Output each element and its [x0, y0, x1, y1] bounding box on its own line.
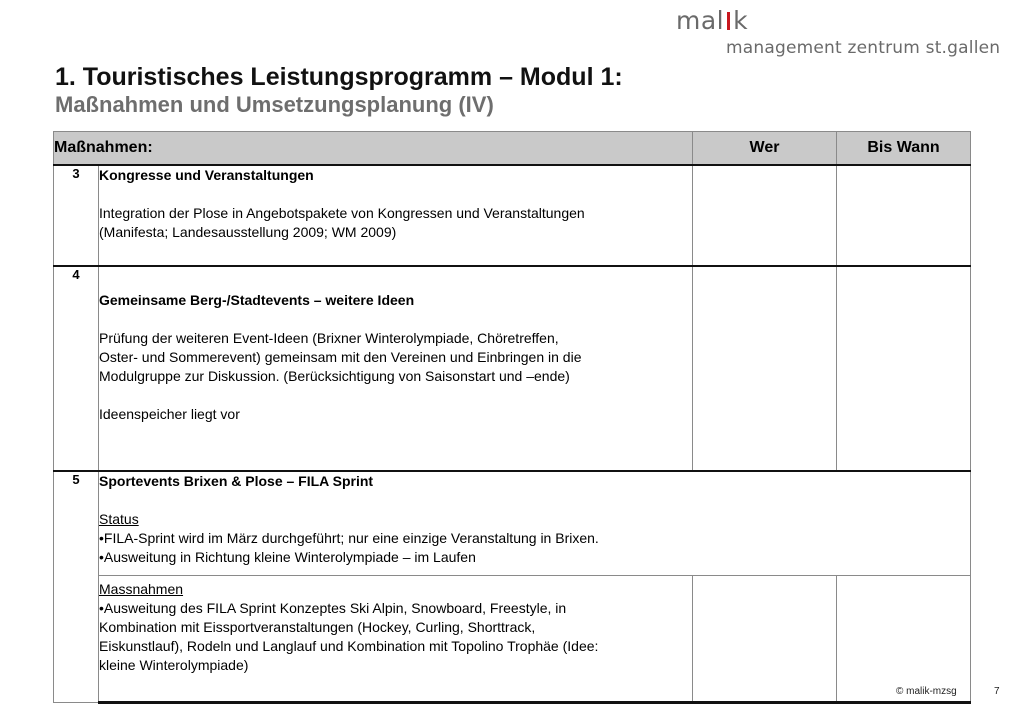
measures-line: •Ausweitung des FILA Sprint Konzeptes Ski Alpin, Snowboard, Freestyle, in [99, 600, 567, 616]
row-content [99, 165, 693, 266]
page-subtitle: Maßnahmen und Umsetzungsplanung (IV) [55, 92, 494, 117]
row-heading: Gemeinsame Berg-/Stadtevents – weitere Ideen [99, 292, 415, 308]
row-number: 3 [54, 165, 99, 266]
status-content [99, 471, 971, 576]
row-text-line: Integration der Plose in Angebotspakete von Kongressen und Veranstaltungen [99, 205, 585, 221]
who-cell[interactable] [693, 165, 837, 266]
until-cell[interactable] [837, 165, 971, 266]
measures-label: Massnahmen [99, 581, 184, 597]
status-label: Status [99, 511, 139, 527]
row-text-line: Modulgruppe zur Diskussion. (Berücksichtigung von Saisonstart und –ende) [99, 368, 570, 384]
status-line: •Ausweitung in Richtung kleine Winterolympiade – im Laufen [99, 549, 476, 565]
who-cell[interactable] [693, 266, 837, 471]
table-row [54, 165, 971, 266]
row-text-line: Prüfung der weiteren Event-Ideen (Brixner Winterolympiade, Chöretreffen, [99, 330, 559, 346]
logo-subtitle: management zentrum st.gallen [726, 38, 1001, 58]
footer-copyright: © malik-mzsg [896, 686, 957, 697]
until-cell[interactable] [837, 266, 971, 471]
row-content [99, 266, 693, 471]
measures-table [53, 131, 971, 704]
row-number: 4 [54, 266, 99, 471]
page-title: 1. Touristisches Leistungsprogramm – Modul 1: [55, 63, 623, 91]
table-row [54, 266, 971, 471]
header-who: Wer [693, 132, 837, 166]
row-number: 5 [54, 471, 99, 703]
status-line: •FILA-Sprint wird im März durchgeführt; nur eine einzige Veranstaltung in Brixen. [99, 530, 599, 546]
measures-line: kleine Winterolympiade) [99, 657, 249, 673]
until-cell[interactable] [837, 576, 971, 703]
malik-logo [676, 6, 1001, 58]
header-measures: Maßnahmen: [54, 132, 693, 166]
row-heading: Kongresse und Veranstaltungen [99, 167, 314, 183]
measures-content [99, 576, 693, 703]
measures-line: Eiskunstlauf), Rodeln und Langlauf und Kombination mit Topolino Trophäe (Idee: [99, 638, 599, 654]
logo-wordmark: mal k [676, 6, 749, 35]
who-cell[interactable] [693, 576, 837, 703]
page-number: 7 [994, 686, 1000, 697]
table-row [54, 471, 971, 576]
row-text-line: Oster- und Sommerevent) gemeinsam mit den Vereinen und Einbringen in die [99, 349, 582, 365]
logo-red-bar [727, 12, 730, 30]
row-note: Ideenspeicher liegt vor [99, 406, 240, 422]
header-until: Bis Wann [837, 132, 971, 166]
row-heading: Sportevents Brixen & Plose – FILA Sprint [99, 473, 374, 489]
measures-line: Kombination mit Eissportveranstaltungen (Hockey, Curling, Shorttrack, [99, 619, 536, 635]
table-header-row [54, 132, 971, 166]
row-text-line: (Manifesta; Landesausstellung 2009; WM 2009) [99, 224, 397, 240]
table-row [54, 576, 971, 703]
